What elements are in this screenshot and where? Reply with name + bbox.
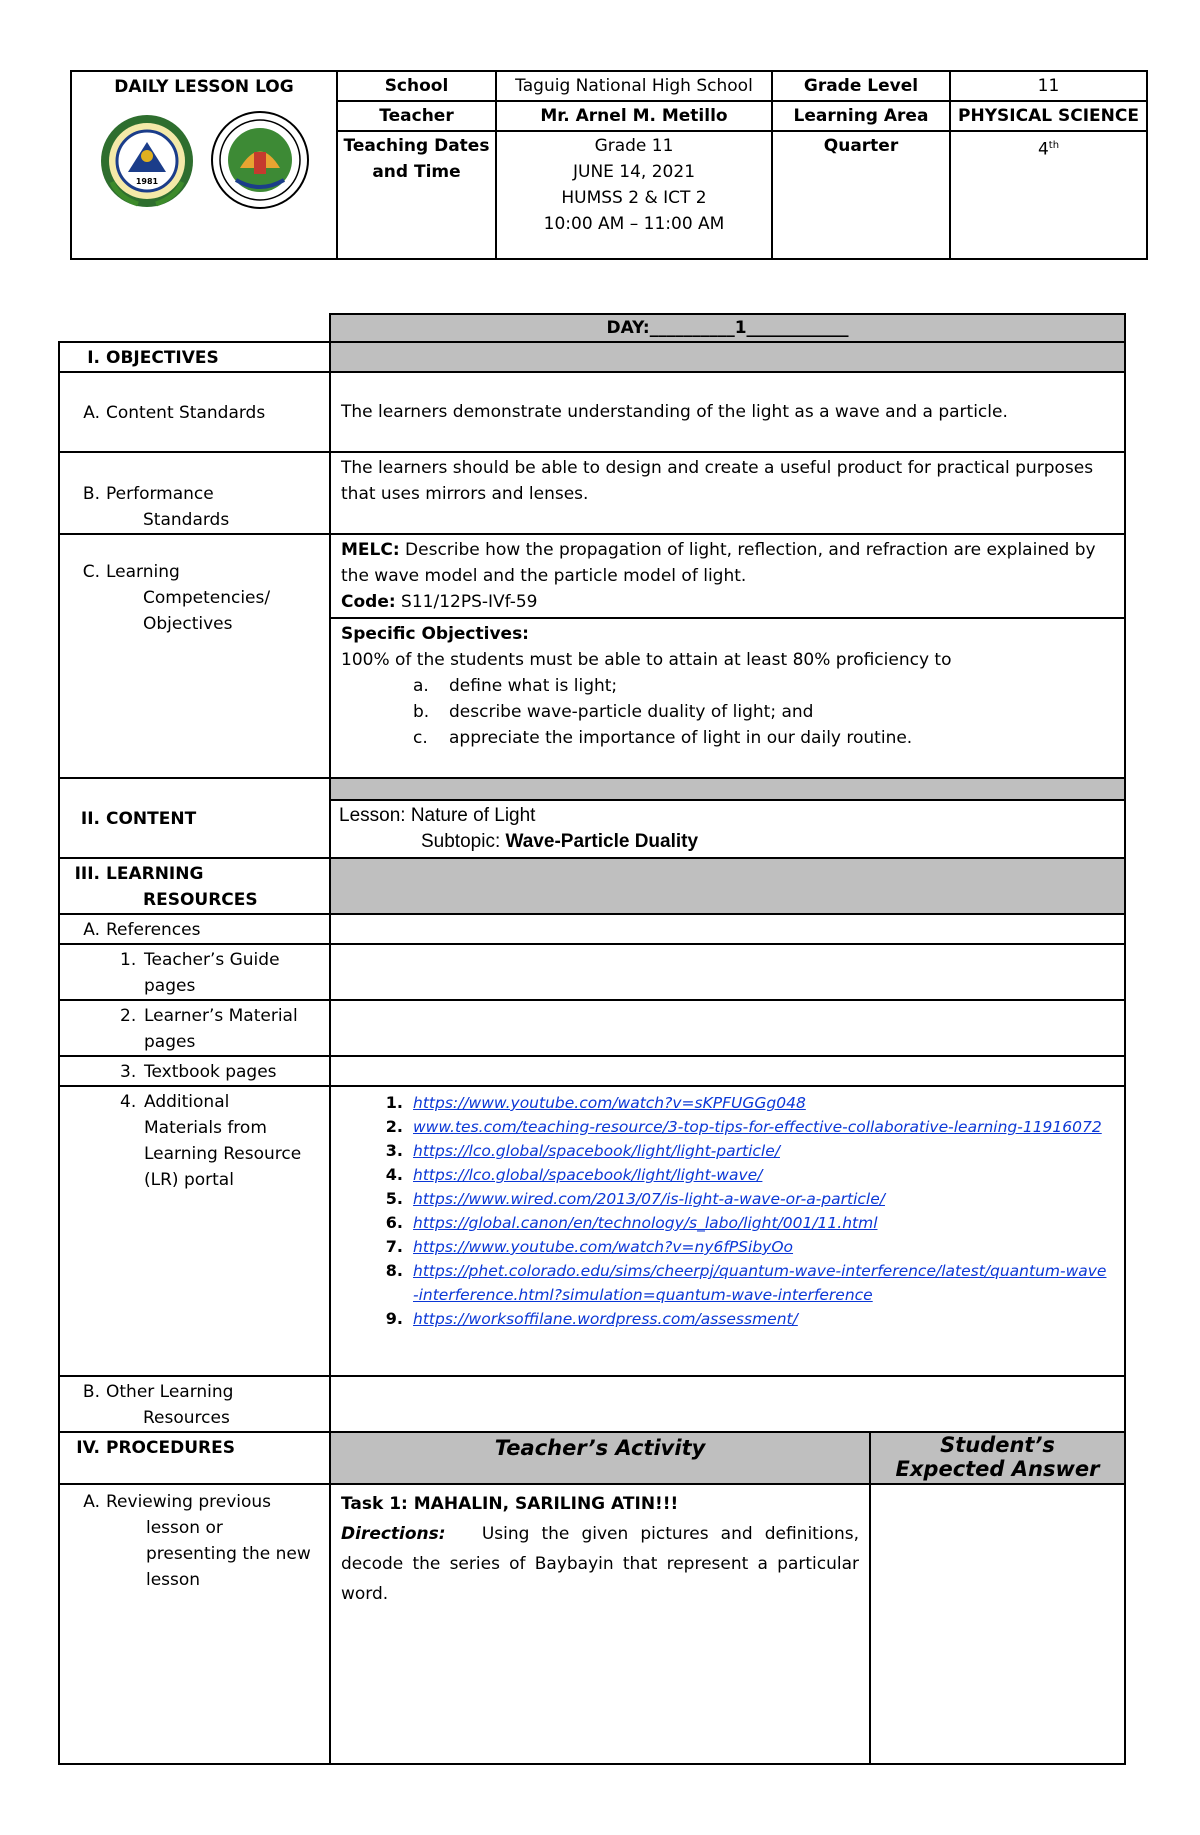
- other-resources-cell: [330, 1376, 1125, 1432]
- specific-objectives-cell: [330, 618, 1125, 778]
- specific-intro: 100% of the students must be able to attain at least 80% proficiency to: [341, 650, 952, 670]
- item-label: Learning: [106, 562, 180, 582]
- other-resources-label: [59, 1376, 330, 1432]
- subtopic-value: Wave-Particle Duality: [505, 831, 699, 852]
- directions-label: Directions:: [341, 1524, 446, 1544]
- objectives-heading: [59, 342, 330, 372]
- list-item: [331, 1163, 1124, 1187]
- section-title: CONTENT: [106, 809, 197, 829]
- item-label: (LR) portal: [144, 1170, 234, 1190]
- list-item: [331, 1187, 1124, 1211]
- melc-cell: [330, 534, 1125, 618]
- item-label: Objectives: [143, 614, 233, 634]
- specific-list: [341, 673, 1114, 751]
- dates-line: Grade 11: [594, 136, 674, 156]
- textbook-cell: [330, 1056, 1125, 1086]
- list-item: [413, 673, 1114, 699]
- area-value: PHYSICAL SCIENCE: [950, 101, 1147, 131]
- melc-text: Describe how the propagation of light, reflection, and refraction are explained by the wave model and the particle model of light.: [341, 540, 1096, 586]
- reference-link[interactable]: https://www.youtube.com/watch?v=ny6fPSibyOo: [413, 1238, 794, 1256]
- content-heading: [59, 778, 330, 858]
- link-number: 2.: [385, 1117, 403, 1136]
- item-label: Learner’s Material: [144, 1006, 298, 1026]
- school-seal-logo: [98, 112, 196, 210]
- school-value: Taguig National High School: [496, 71, 772, 101]
- references-cell: [330, 914, 1125, 944]
- item-label: Reviewing previous: [106, 1492, 272, 1512]
- quarter-label: Quarter: [772, 131, 950, 259]
- list-item: [331, 1139, 1124, 1163]
- reference-link[interactable]: https://phet.colorado.edu/sims/cheerpj/quantum-wave-interference/latest/quantum-wave-interference.html?simulation=quantum-wave-interference: [413, 1262, 1107, 1304]
- item-label: Performance: [106, 484, 214, 504]
- division-seal-logo: [210, 110, 310, 210]
- school-label: School: [337, 71, 496, 101]
- section-title: PROCEDURES: [106, 1438, 235, 1458]
- section-title: OBJECTIVES: [106, 348, 219, 368]
- dates-label: [337, 131, 496, 259]
- item-label: Materials from: [144, 1118, 267, 1138]
- log-title-cell: [71, 71, 337, 259]
- dates-value: [496, 131, 772, 259]
- section-number: I.: [87, 348, 100, 368]
- item-text: define what is light;: [449, 676, 618, 696]
- item-label: pages: [144, 976, 196, 996]
- item-label: Teacher’s Guide: [144, 950, 280, 970]
- header-line: Student’s: [940, 1433, 1055, 1457]
- seal-year: 1981: [135, 177, 159, 186]
- lesson-table: [58, 313, 1126, 1765]
- item-label: presenting the new: [146, 1544, 311, 1564]
- reference-link[interactable]: https://www.wired.com/2013/07/is-light-a-wave-or-a-particle/: [413, 1190, 885, 1208]
- additional-materials-label: [59, 1086, 330, 1376]
- melc-label: MELC:: [341, 540, 400, 560]
- dates-line: JUNE 14, 2021: [572, 162, 696, 182]
- list-item: [331, 1235, 1124, 1259]
- link-number: 8.: [385, 1261, 403, 1280]
- task-cell: [330, 1484, 870, 1764]
- list-item: [413, 725, 1114, 751]
- item-label: lesson or: [146, 1518, 223, 1538]
- lesson-value: Nature of Light: [410, 805, 536, 826]
- list-item: [331, 1307, 1124, 1331]
- item-letter: A.: [83, 1492, 100, 1512]
- item-number: 4.: [120, 1092, 137, 1112]
- learners-material-cell: [330, 1000, 1125, 1056]
- item-label: Textbook pages: [144, 1062, 277, 1082]
- textbook-label: [59, 1056, 330, 1086]
- quarter-suffix: th: [1048, 140, 1060, 151]
- item-label: Standards: [143, 510, 230, 530]
- reference-link[interactable]: https://lco.global/spacebook/light/light-wave/: [413, 1166, 763, 1184]
- objectives-gray-cell: [330, 342, 1125, 372]
- lesson-label: Lesson:: [339, 805, 406, 826]
- item-letter: B.: [82, 1382, 100, 1402]
- section-number: IV.: [76, 1438, 100, 1458]
- links-list: [331, 1091, 1124, 1331]
- procedures-heading: [59, 1432, 330, 1484]
- reference-link[interactable]: www.tes.com/teaching-resource/3-top-tips-for-effective-collaborative-learning-11916072: [413, 1118, 1102, 1136]
- task-title: Task 1: MAHALIN, SARILING ATIN!!!: [341, 1494, 679, 1514]
- content-cell: [330, 800, 1125, 858]
- teacher-activity-header: Teacher’s Activity: [330, 1432, 870, 1484]
- section-title: LEARNING: [106, 864, 204, 884]
- link-number: 4.: [385, 1165, 403, 1184]
- performance-standards-label: [59, 452, 330, 534]
- item-label: Learning Resource: [144, 1144, 302, 1164]
- directions-text: Using the given pictures and definitions, decode the series of Baybayin that represent a particular word.: [341, 1524, 859, 1604]
- list-item: [331, 1091, 1124, 1115]
- list-item: [413, 699, 1114, 725]
- subtopic-label: Subtopic:: [421, 831, 501, 852]
- item-number: 3.: [120, 1062, 137, 1082]
- performance-standards-text: The learners should be able to design and create a useful product for practical purposes that uses mirrors and lenses.: [330, 452, 1125, 534]
- links-cell: [330, 1086, 1125, 1376]
- teacher-label: Teacher: [337, 101, 496, 131]
- section-number: II.: [80, 809, 100, 829]
- teachers-guide-label: [59, 944, 330, 1000]
- student-answer-cell: [870, 1484, 1125, 1764]
- teachers-guide-cell: [330, 944, 1125, 1000]
- item-label: Additional: [144, 1092, 230, 1112]
- link-number: 9.: [385, 1309, 403, 1328]
- header-table: [70, 70, 1148, 260]
- item-letter: C.: [82, 562, 100, 582]
- item-label: lesson: [146, 1570, 201, 1590]
- reference-link[interactable]: https://worksoffilane.wordpress.com/assessment/: [413, 1310, 798, 1328]
- reference-link[interactable]: https://lco.global/spacebook/light/light-particle/: [413, 1142, 780, 1160]
- item-letter: B.: [82, 484, 100, 504]
- blank-cell: [59, 314, 330, 342]
- item-label: Competencies/: [143, 588, 271, 608]
- quarter-value: [950, 131, 1147, 259]
- specific-label: Specific Objectives:: [341, 624, 529, 644]
- review-label: [59, 1484, 330, 1764]
- student-answer-header: [870, 1432, 1125, 1484]
- dates-line: HUMSS 2 & ICT 2: [561, 188, 707, 208]
- list-item: [331, 1211, 1124, 1235]
- content-gray-cell: [330, 778, 1125, 800]
- item-number: 2.: [120, 1006, 137, 1026]
- content-standards-label: [59, 372, 330, 452]
- item-letter: a.: [413, 676, 429, 696]
- item-label: References: [106, 920, 201, 940]
- section-number: III.: [74, 864, 100, 884]
- code-value: S11/12PS-IVf-59: [395, 592, 538, 612]
- item-number: 1.: [120, 950, 137, 970]
- resources-heading: [59, 858, 330, 914]
- item-letter: b.: [413, 702, 430, 722]
- grade-label: Grade Level: [772, 71, 950, 101]
- dates-label-line: Teaching Dates: [343, 136, 490, 156]
- section-title: RESOURCES: [143, 890, 258, 910]
- dates-label-line: and Time: [372, 162, 461, 182]
- references-label: [59, 914, 330, 944]
- item-letter: A.: [83, 403, 100, 423]
- item-text: describe wave-particle duality of light; and: [449, 702, 814, 722]
- reference-link[interactable]: https://www.youtube.com/watch?v=sKPFUGGg048: [413, 1094, 806, 1112]
- item-label: Resources: [143, 1408, 230, 1428]
- item-letter: A.: [83, 920, 100, 940]
- dates-line: 10:00 AM – 11:00 AM: [543, 214, 725, 234]
- link-number: 5.: [385, 1189, 403, 1208]
- item-label: Other Learning: [106, 1382, 234, 1402]
- link-number: 6.: [385, 1213, 403, 1232]
- grade-value: 11: [950, 71, 1147, 101]
- learners-material-label: [59, 1000, 330, 1056]
- list-item: [331, 1259, 1124, 1307]
- day-cell: [330, 314, 1125, 342]
- header-line: Expected Answer: [895, 1457, 1100, 1481]
- link-number: 1.: [385, 1093, 403, 1112]
- quarter-number: 4: [1037, 139, 1049, 160]
- resources-gray-cell: [330, 858, 1125, 914]
- log-title: DAILY LESSON LOG: [114, 77, 294, 97]
- item-letter: c.: [413, 728, 428, 748]
- link-number: 3.: [385, 1141, 403, 1160]
- item-label: pages: [144, 1032, 196, 1052]
- day-label: DAY:__________1____________: [606, 318, 849, 338]
- reference-link[interactable]: https://global.canon/en/technology/s_labo/light/001/11.html: [413, 1214, 878, 1232]
- code-label: Code:: [341, 592, 396, 612]
- item-label: Content Standards: [106, 403, 266, 423]
- content-standards-text: The learners demonstrate understanding of the light as a wave and a particle.: [330, 372, 1125, 452]
- item-text: appreciate the importance of light in our daily routine.: [449, 728, 913, 748]
- task-directions: [341, 1519, 859, 1609]
- area-label: Learning Area: [772, 101, 950, 131]
- teacher-value: Mr. Arnel M. Metillo: [496, 101, 772, 131]
- competencies-label: [59, 534, 330, 778]
- link-number: 7.: [385, 1237, 403, 1256]
- list-item: [331, 1115, 1124, 1139]
